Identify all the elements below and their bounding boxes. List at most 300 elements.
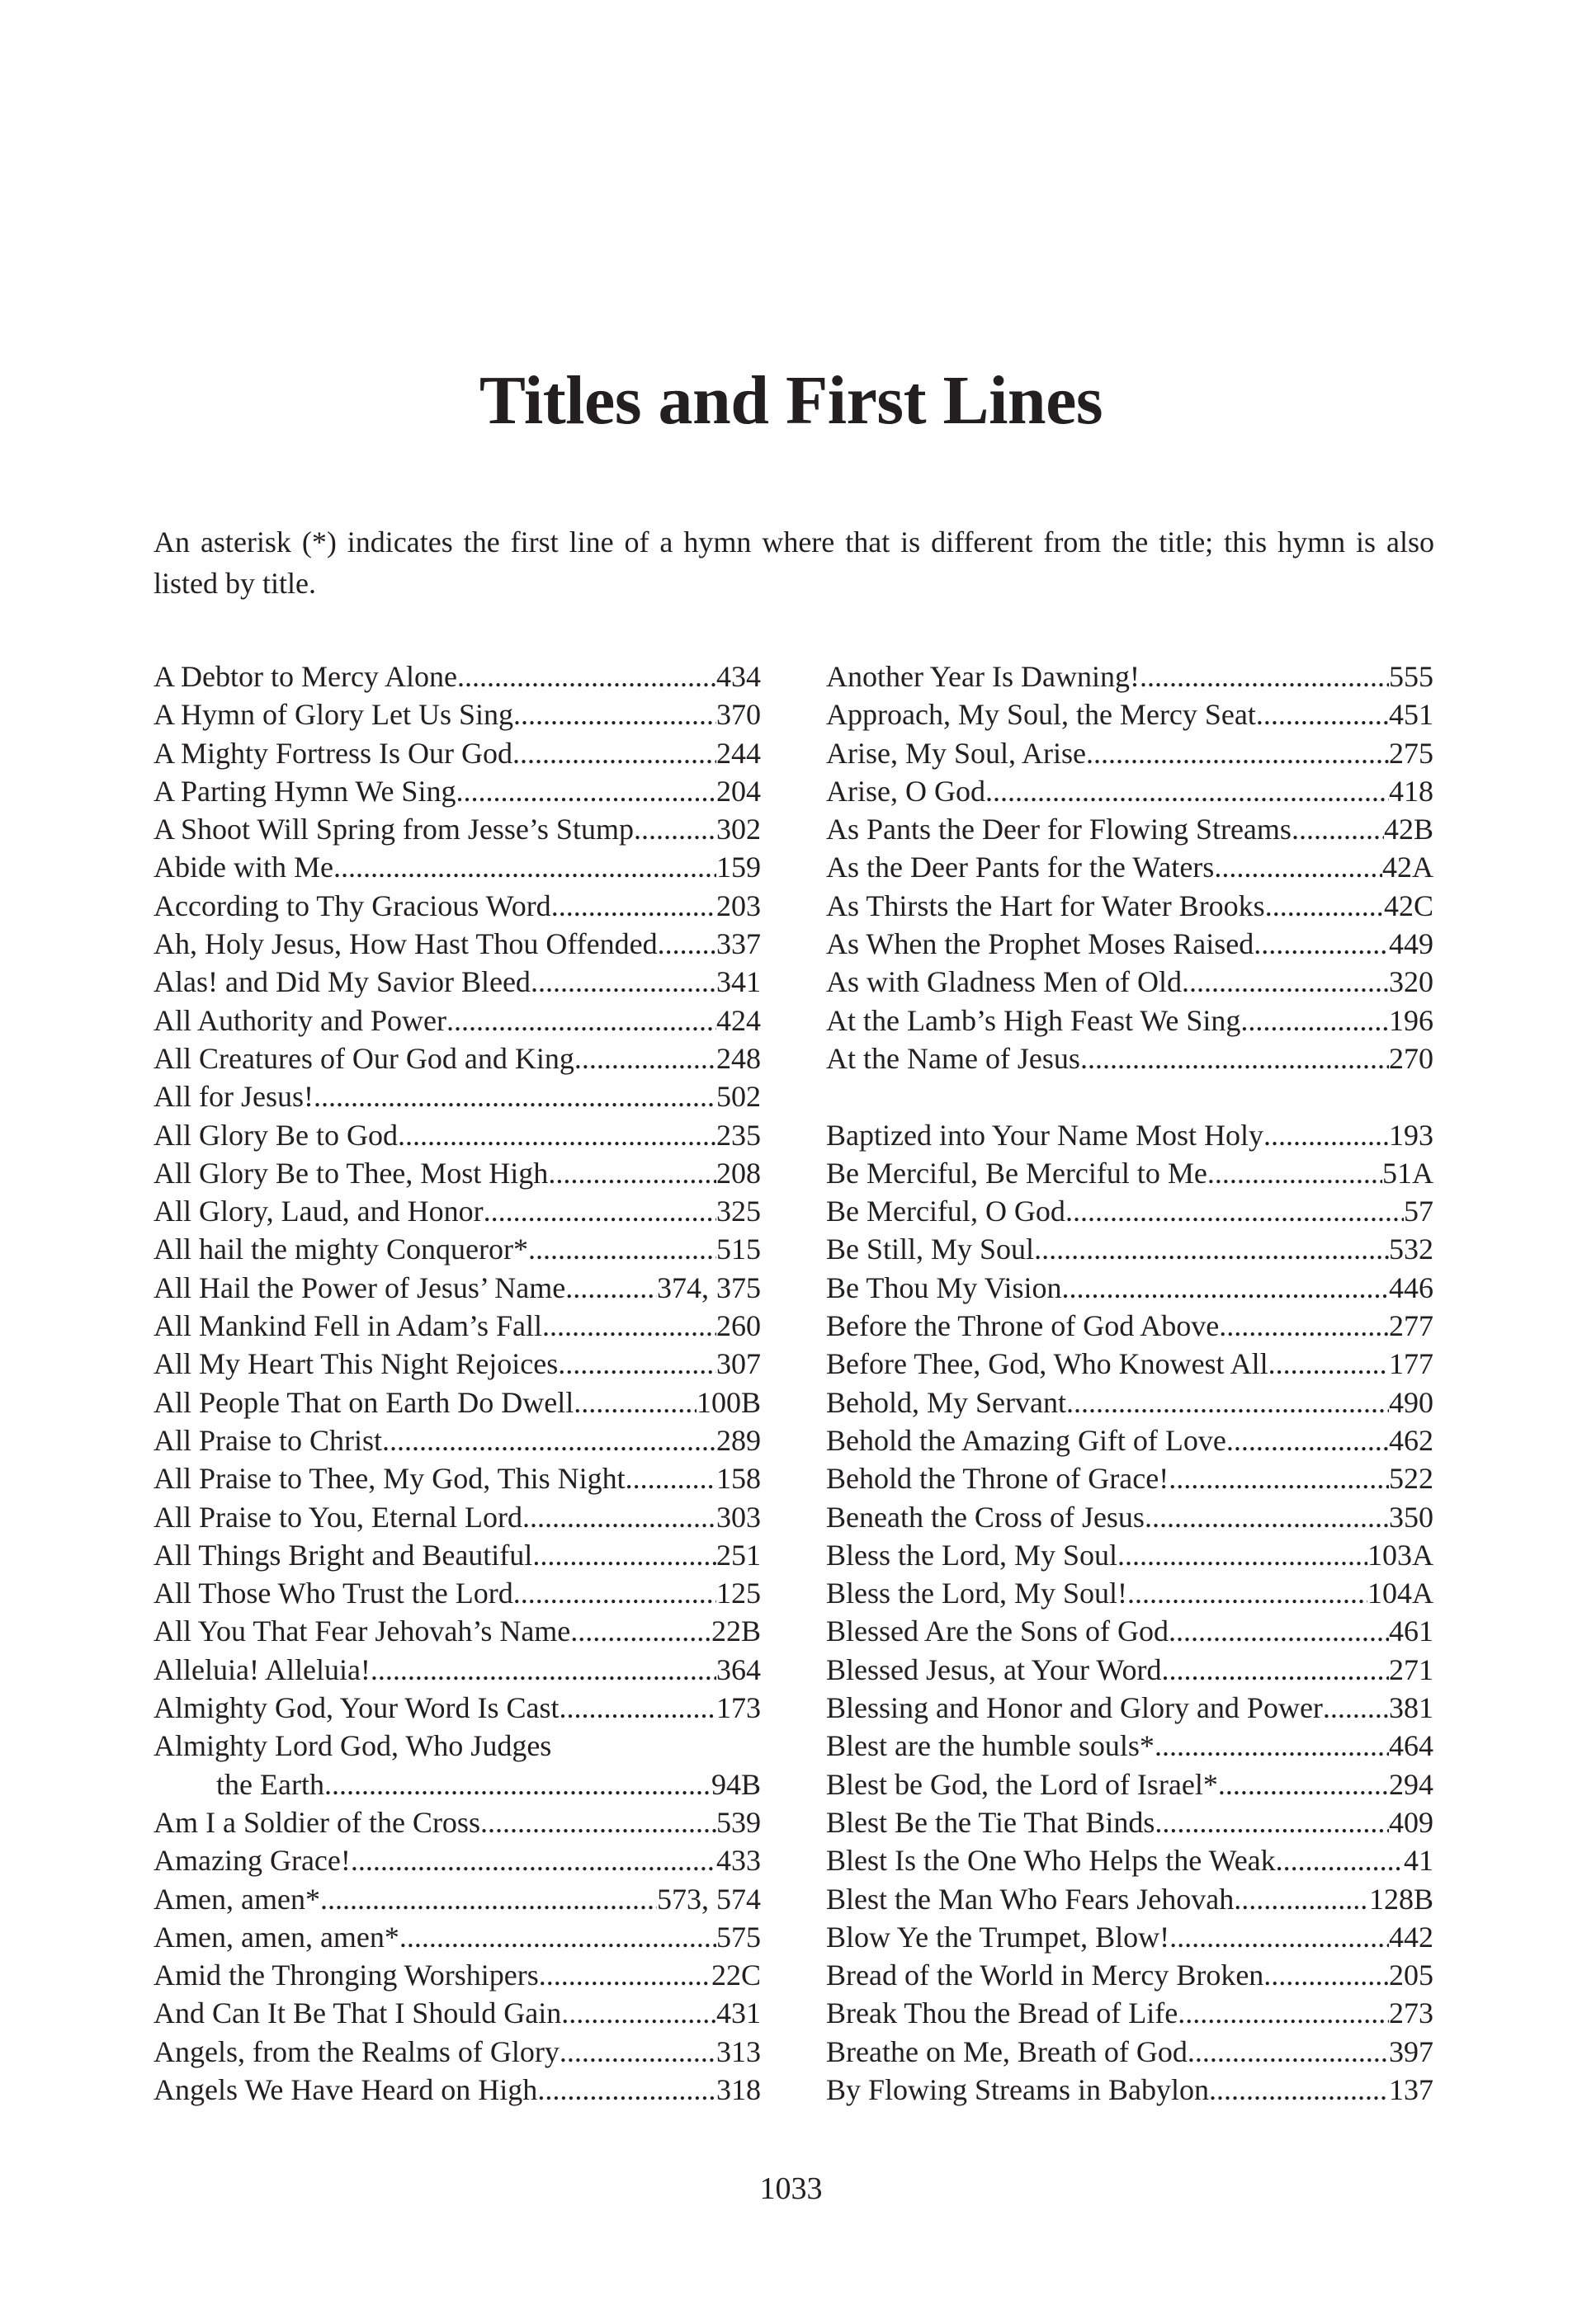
hymn-number: 555 — [1389, 660, 1433, 693]
index-entry — [826, 848, 1433, 886]
dot-leader — [1062, 1269, 1389, 1307]
index-entry — [826, 963, 1433, 1001]
index-entry — [153, 1498, 761, 1536]
hymn-number: 104A — [1367, 1577, 1433, 1610]
index-entry — [826, 658, 1433, 695]
entry-title: All Mankind Fell in Adam’s Fall — [153, 1309, 543, 1343]
entry-title: All Praise to Christ — [153, 1423, 382, 1457]
dot-leader — [522, 1498, 716, 1536]
index-entry: Almighty Lord God, Who Judges — [153, 1729, 552, 1763]
hymn-number: 193 — [1389, 1118, 1433, 1152]
entry-title: Be Merciful, Be Merciful to Me — [826, 1156, 1207, 1190]
index-entry — [153, 1956, 761, 1994]
dot-leader — [333, 848, 716, 886]
index-entry — [826, 1956, 1433, 1994]
hymn-number: 502 — [716, 1080, 761, 1114]
entry-title: By Flowing Streams in Babylon — [826, 2072, 1210, 2106]
entry-title: As with Gladness Men of Old — [826, 965, 1182, 999]
hymn-number: 350 — [1389, 1500, 1433, 1534]
hymn-number: 125 — [716, 1577, 761, 1610]
dot-leader — [1292, 810, 1384, 848]
index-entry — [153, 772, 761, 810]
entry-title: Amazing Grace! — [153, 1844, 351, 1878]
index-entry — [153, 1918, 761, 1956]
index-entry — [153, 1116, 761, 1154]
dot-leader — [626, 1459, 716, 1497]
hymn-number: 260 — [716, 1309, 761, 1343]
dot-leader — [570, 1612, 711, 1650]
hymn-number: 313 — [716, 2034, 761, 2068]
hymn-number: 100B — [696, 1385, 761, 1419]
index-entry — [153, 1689, 761, 1727]
dot-leader — [1226, 1421, 1389, 1459]
dot-leader — [1169, 1918, 1389, 1956]
index-entry — [826, 1307, 1433, 1345]
dot-leader — [512, 734, 716, 772]
hymn-number: 318 — [716, 2072, 761, 2106]
entry-title: Another Year Is Dawning! — [826, 660, 1140, 693]
entry-title: All Authority and Power — [153, 1003, 446, 1037]
dot-leader — [484, 1192, 716, 1230]
index-entry — [826, 1498, 1433, 1536]
index-entry — [153, 925, 761, 963]
index-entry — [826, 1116, 1433, 1154]
dot-leader — [1276, 1841, 1404, 1879]
index-entry — [826, 1727, 1433, 1765]
hymn-number: 575 — [716, 1920, 761, 1954]
index-entry — [153, 734, 761, 772]
entry-title: Baptized into Your Name Most Holy — [826, 1118, 1263, 1152]
entry-title: Blessed Jesus, at Your Word — [826, 1652, 1162, 1686]
index-entry — [153, 1994, 761, 2032]
dot-leader — [1178, 1994, 1389, 2032]
index-entry — [826, 1154, 1433, 1192]
hymn-number: 51A — [1382, 1156, 1433, 1190]
index-entry — [826, 1880, 1433, 1918]
entry-title: All for Jesus! — [153, 1080, 314, 1114]
index-entry — [153, 658, 761, 695]
dot-leader — [551, 887, 716, 925]
hymn-number: 461 — [1389, 1615, 1433, 1648]
hymn-number: 128B — [1368, 1882, 1433, 1916]
hymn-number: 208 — [716, 1156, 761, 1190]
intro-paragraph: An asterisk (*) indicates the first line of a hymn where that is different from the title; this hymn is also listed by title. — [153, 526, 1434, 600]
dot-leader — [1080, 1039, 1389, 1077]
dot-leader — [1155, 1803, 1389, 1841]
dot-leader — [1263, 1956, 1389, 1994]
hymn-number: 320 — [1389, 965, 1433, 999]
hymn-number: 173 — [716, 1691, 761, 1725]
entry-title: Angels, from the Realms of Glory — [153, 2034, 560, 2068]
index-entry — [153, 1269, 761, 1307]
hymn-number: 522 — [1389, 1462, 1433, 1496]
entry-title: Amen, amen, amen* — [153, 1920, 399, 1954]
letter-group-gap — [826, 1077, 1433, 1115]
dot-leader — [1268, 1345, 1389, 1383]
hymn-number: 397 — [1389, 2034, 1433, 2068]
index-entry — [826, 810, 1433, 848]
dot-leader — [1254, 925, 1389, 963]
hymn-number: 490 — [1389, 1385, 1433, 1419]
hymn-number: 442 — [1389, 1920, 1433, 1954]
dot-leader — [1182, 963, 1389, 1001]
index-entry — [153, 810, 761, 848]
index-entry — [153, 1345, 761, 1383]
entry-title: Blest Be the Tie That Binds — [826, 1805, 1155, 1839]
hymn-number: 205 — [1389, 1959, 1433, 1992]
index-entry — [153, 1384, 761, 1421]
dot-leader — [542, 1307, 716, 1345]
index-entry — [153, 1765, 761, 1803]
index-entry — [826, 925, 1433, 963]
dot-leader — [513, 1574, 716, 1612]
entry-title: All People That on Earth Do Dwell — [153, 1385, 574, 1419]
entry-title: Abide with Me — [153, 851, 333, 884]
hymn-number: 137 — [1389, 2072, 1433, 2106]
entry-title: Blest Is the One Who Helps the Weak — [826, 1844, 1276, 1878]
entry-title: According to Thy Gracious Word — [153, 889, 551, 922]
hymn-number: 341 — [716, 965, 761, 999]
index-entry — [826, 1918, 1433, 1956]
dot-leader — [456, 772, 716, 810]
hymn-number: 464 — [1389, 1729, 1433, 1763]
dot-leader — [560, 2033, 716, 2071]
hymn-number: 446 — [1389, 1270, 1433, 1304]
dot-leader — [1323, 1689, 1389, 1727]
index-entry — [826, 695, 1433, 733]
entry-title: As When the Prophet Moses Raised — [826, 927, 1254, 961]
index-column-left — [153, 658, 761, 2109]
hymn-number: 42A — [1382, 851, 1433, 884]
hymn-number: 294 — [1389, 1767, 1433, 1801]
index-entry — [826, 1765, 1433, 1803]
dot-leader — [1086, 734, 1389, 772]
index-entry — [826, 772, 1433, 810]
hymn-number: 41 — [1404, 1844, 1433, 1878]
entry-title: All Praise to You, Eternal Lord — [153, 1500, 522, 1534]
entry-title: Bless the Lord, My Soul! — [826, 1577, 1127, 1610]
hymn-number: 434 — [716, 660, 761, 693]
hymn-number: 449 — [1389, 927, 1433, 961]
dot-leader — [574, 1039, 716, 1077]
hymn-number: 418 — [1389, 774, 1433, 808]
entry-title: Behold the Throne of Grace! — [826, 1462, 1169, 1496]
entry-title: A Mighty Fortress Is Our God — [153, 736, 513, 770]
hymn-number: 196 — [1389, 1003, 1433, 1037]
index-entry — [826, 1994, 1433, 2032]
hymn-number: 204 — [716, 774, 761, 808]
page-title: Titles and First Lines — [479, 362, 1103, 439]
index-entry — [153, 1651, 761, 1689]
entry-title: Be Thou My Vision — [826, 1270, 1062, 1304]
dot-leader — [559, 1689, 716, 1727]
hymn-number: 303 — [716, 1500, 761, 1534]
hymn-number: 177 — [1389, 1347, 1433, 1381]
entry-title: All Glory Be to Thee, Most High — [153, 1156, 549, 1190]
entry-title: A Debtor to Mercy Alone — [153, 660, 457, 693]
hymn-number: 22B — [711, 1615, 761, 1648]
dot-leader — [1140, 658, 1389, 695]
dot-leader — [1265, 887, 1384, 925]
index-entry — [826, 1269, 1433, 1307]
entry-title: Breathe on Me, Breath of God — [826, 2034, 1188, 2068]
hymn-number: 103A — [1367, 1538, 1433, 1572]
dot-leader — [1256, 695, 1389, 733]
dot-leader — [398, 1116, 716, 1154]
dot-leader — [480, 1803, 716, 1841]
entry-title: Ah, Holy Jesus, How Hast Thou Offended — [153, 927, 658, 961]
hymn-number: 539 — [716, 1805, 761, 1839]
dot-leader — [1234, 1880, 1369, 1918]
entry-title: All Those Who Trust the Lord — [153, 1577, 513, 1610]
hymn-number: 370 — [716, 698, 761, 732]
hymn-number: 424 — [716, 1003, 761, 1037]
index-entry — [153, 1574, 761, 1612]
dot-leader — [1188, 2033, 1389, 2071]
page-number: 1033 — [759, 2171, 823, 2206]
hymn-number: 42C — [1383, 889, 1433, 922]
hymn-number: 251 — [716, 1538, 761, 1572]
index-entry — [153, 1803, 761, 1841]
entry-title: Blest the Man Who Fears Jehovah — [826, 1882, 1235, 1916]
index-entry — [826, 1536, 1433, 1574]
dot-leader — [1066, 1384, 1389, 1421]
dot-leader — [1209, 2071, 1389, 2109]
dot-leader — [320, 1880, 657, 1918]
entry-title: As Pants the Deer for Flowing Streams — [826, 813, 1292, 846]
dot-leader — [1240, 1002, 1389, 1039]
hymn-number: 302 — [716, 813, 761, 846]
index-entry — [153, 1459, 761, 1497]
entry-title: All Hail the Power of Jesus’ Name — [153, 1270, 566, 1304]
dot-leader — [1219, 1307, 1389, 1345]
entry-title: Before the Throne of God Above — [826, 1309, 1220, 1343]
index-entry — [826, 1574, 1433, 1612]
index-entry — [153, 1612, 761, 1650]
entry-title: At the Lamb’s High Feast We Sing — [826, 1003, 1241, 1037]
entry-title: All Glory Be to God — [153, 1118, 398, 1152]
hymn-number: 364 — [716, 1652, 761, 1686]
dot-leader — [382, 1421, 716, 1459]
entry-title: Alas! and Did My Savior Bleed — [153, 965, 531, 999]
entry-title: Be Merciful, O God — [826, 1195, 1065, 1228]
index-entry — [826, 1002, 1433, 1039]
entry-title: Behold the Amazing Gift of Love — [826, 1423, 1226, 1457]
entry-title: Am I a Soldier of the Cross — [153, 1805, 480, 1839]
dot-leader — [513, 695, 716, 733]
hymn-number: 57 — [1404, 1195, 1433, 1228]
index-entry — [153, 1880, 761, 1918]
index-entry — [153, 1192, 761, 1230]
hymn-number: 337 — [716, 927, 761, 961]
hymn-number: 462 — [1389, 1423, 1433, 1457]
hymn-number: 275 — [1389, 736, 1433, 770]
dot-leader — [371, 1651, 716, 1689]
dot-leader — [528, 1230, 716, 1268]
entry-title: Break Thou the Bread of Life — [826, 1996, 1178, 2030]
entry-title: Approach, My Soul, the Mercy Seat — [826, 698, 1256, 732]
dot-leader — [1214, 848, 1382, 886]
hymn-number: 307 — [716, 1347, 761, 1381]
entry-title: And Can It Be That I Should Gain — [153, 1996, 562, 2030]
index-entry — [826, 1651, 1433, 1689]
entry-title: Blow Ye the Trumpet, Blow! — [826, 1920, 1170, 1954]
index-entry — [826, 1612, 1433, 1650]
dot-leader — [548, 1154, 716, 1192]
entry-title: All Things Bright and Beautiful — [153, 1538, 533, 1572]
dot-leader — [537, 2071, 716, 2109]
index-entry — [826, 1421, 1433, 1459]
index-entry — [826, 734, 1433, 772]
hymn-number: 381 — [1389, 1691, 1433, 1725]
index-entry — [153, 2033, 761, 2071]
entry-title: All My Heart This Night Rejoices — [153, 1347, 559, 1381]
index-entry — [826, 1459, 1433, 1497]
entry-title: Bless the Lord, My Soul — [826, 1538, 1118, 1572]
entry-title: the Earth — [216, 1767, 324, 1801]
dot-leader — [1218, 1765, 1389, 1803]
dot-leader — [1145, 1498, 1389, 1536]
entry-title: Behold, My Servant — [826, 1385, 1066, 1419]
entry-title: Almighty God, Your Word Is Cast — [153, 1691, 560, 1725]
index-entry — [826, 1689, 1433, 1727]
hymn-number: 22C — [711, 1959, 761, 1992]
hymn-number: 409 — [1389, 1805, 1433, 1839]
hymn-number: 158 — [716, 1462, 761, 1496]
entry-title: Blessed Are the Sons of God — [826, 1615, 1169, 1648]
hymn-number: 451 — [1389, 698, 1433, 732]
entry-title: Arise, My Soul, Arise — [826, 736, 1086, 770]
index-entry — [826, 1039, 1433, 1077]
hymn-number: 159 — [716, 851, 761, 884]
index-entry — [153, 695, 761, 733]
dot-leader — [985, 772, 1389, 810]
entry-title: Arise, O God — [826, 774, 985, 808]
dot-leader — [324, 1765, 711, 1803]
dot-leader — [399, 1918, 716, 1956]
entry-title: Bread of the World in Mercy Broken — [826, 1959, 1264, 1992]
dot-leader — [539, 1956, 711, 1994]
entry-title: Blest are the humble souls* — [826, 1729, 1155, 1763]
entry-title: Beneath the Cross of Jesus — [826, 1500, 1145, 1534]
entry-title: As Thirsts the Hart for Water Brooks — [826, 889, 1265, 922]
dot-leader — [634, 810, 716, 848]
hymn-number: 277 — [1389, 1309, 1433, 1343]
hymn-number: 270 — [1389, 1041, 1433, 1075]
entry-title: All You That Fear Jehovah’s Name — [153, 1615, 571, 1648]
index-entry — [826, 1803, 1433, 1841]
hymn-number: 433 — [716, 1844, 761, 1878]
dot-leader — [351, 1841, 716, 1879]
dot-leader — [574, 1384, 697, 1421]
hymn-number: 289 — [716, 1423, 761, 1457]
entry-title: Before Thee, God, Who Knowest All — [826, 1347, 1268, 1381]
entry-title: All Creatures of Our God and King — [153, 1041, 574, 1075]
index-entry — [153, 1307, 761, 1345]
hymn-number: 94B — [711, 1767, 761, 1801]
index-entry — [826, 1841, 1433, 1879]
dot-leader — [1169, 1612, 1389, 1650]
index-entry — [826, 2033, 1433, 2071]
index-entry — [153, 1421, 761, 1459]
dot-leader — [1263, 1116, 1389, 1154]
entry-title: Alleluia! Alleluia! — [153, 1652, 371, 1686]
entry-title: All Praise to Thee, My God, This Night — [153, 1462, 626, 1496]
index-entry — [153, 1077, 761, 1115]
index-entry — [826, 887, 1433, 925]
entry-title: Amen, amen* — [153, 1882, 320, 1916]
index-entry — [826, 1345, 1433, 1383]
entry-title: All hail the mighty Conqueror* — [153, 1233, 528, 1266]
dot-leader — [658, 925, 716, 963]
index-entry — [826, 1192, 1433, 1230]
hymn-number: 271 — [1389, 1652, 1433, 1686]
entry-title: As the Deer Pants for the Waters — [826, 851, 1215, 884]
dot-leader — [1161, 1651, 1389, 1689]
dot-leader — [1065, 1192, 1404, 1230]
hymn-number: 325 — [716, 1195, 761, 1228]
index-entry — [826, 1230, 1433, 1268]
dot-leader — [1117, 1536, 1367, 1574]
dot-leader — [1207, 1154, 1382, 1192]
dot-leader — [1127, 1574, 1367, 1612]
dot-leader — [565, 1269, 657, 1307]
index-entry — [153, 1039, 761, 1077]
index-entry — [153, 1536, 761, 1574]
dot-leader — [314, 1077, 716, 1115]
hymn-number: 431 — [716, 1996, 761, 2030]
index-entry — [826, 1384, 1433, 1421]
dot-leader — [1034, 1230, 1389, 1268]
index-entry — [153, 1230, 761, 1268]
dot-leader — [1169, 1459, 1389, 1497]
entry-title: A Parting Hymn We Sing — [153, 774, 456, 808]
dot-leader — [561, 1994, 716, 2032]
index-entry — [153, 887, 761, 925]
hymn-number: 42B — [1383, 813, 1433, 846]
entry-title: Blessing and Honor and Glory and Power — [826, 1691, 1323, 1725]
entry-title: At the Name of Jesus — [826, 1041, 1080, 1075]
index-entry — [153, 848, 761, 886]
hymn-number: 515 — [716, 1233, 761, 1266]
hymn-number: 573, 574 — [657, 1882, 761, 1916]
entry-title: Blest be God, the Lord of Israel* — [826, 1767, 1218, 1801]
hymn-number: 235 — [716, 1118, 761, 1152]
dot-leader — [457, 658, 716, 695]
dot-leader — [532, 1536, 716, 1574]
entry-title: Amid the Thronging Worshipers — [153, 1959, 539, 1992]
hymn-number: 248 — [716, 1041, 761, 1075]
entry-title: Angels We Have Heard on High — [153, 2072, 538, 2106]
index-entry — [153, 963, 761, 1001]
hymn-number: 244 — [716, 736, 761, 770]
entry-title: All Glory, Laud, and Honor — [153, 1195, 484, 1228]
entry-title: A Hymn of Glory Let Us Sing — [153, 698, 513, 732]
hymn-number: 374, 375 — [657, 1270, 761, 1304]
dot-leader — [558, 1345, 716, 1383]
hymn-number: 532 — [1389, 1233, 1433, 1266]
index-entry — [153, 1154, 761, 1192]
dot-leader — [531, 963, 716, 1001]
dot-leader — [446, 1002, 716, 1039]
index-entry — [153, 1002, 761, 1039]
index-entry — [826, 2071, 1433, 2109]
index-entry — [153, 1841, 761, 1879]
index-entry — [153, 2071, 761, 2109]
index-column-right — [826, 658, 1433, 2109]
entry-title: Be Still, My Soul — [826, 1233, 1035, 1266]
hymn-number: 273 — [1389, 1996, 1433, 2030]
